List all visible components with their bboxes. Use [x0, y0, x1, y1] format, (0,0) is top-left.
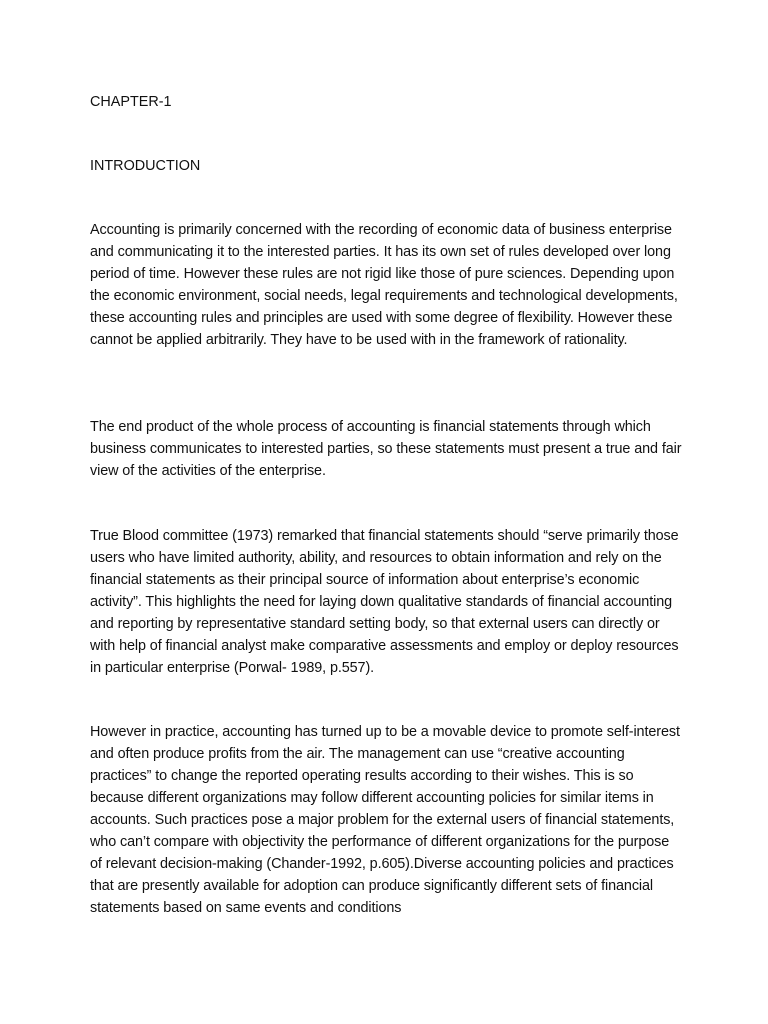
paragraph: The end product of the whole process of accounting is financial statements through which business communicates to interested parties, so these statements must present a true and fair view of the activities of the enterprise. — [90, 419, 682, 479]
paragraph: However in practice, accounting has turned up to be a movable device to promote self-interest and often produce profits from the air. The management can use “creative accounting practices” to change the reported operating results according to their wishes. This is so because different organizations may follow different accounting policies for similar items in accounts. Such practices pose a major problem for the external users of financial statements, who can’t compare with objectivity the performance of different organizations for the purpose of relevant decision-making (Chander-1992, p.605).Diverse accounting policies and practices that are presently available for adoption can produce significantly different sets of financial statements based on same events and conditions — [90, 724, 680, 916]
section-heading: INTRODUCTION — [90, 158, 201, 174]
paragraph: True Blood committee (1973) remarked that financial statements should “serve primarily those users who have limited authority, ability, and resources to obtain information and rely on the financial statements as their principal source of information about enterprise’s economic activity”. This highlights the need for laying down qualitative standards of financial accounting and reporting by representative standard setting body, so that external users can directly or with help of financial analyst make comparative assessments and employ or deploy resources in particular enterprise (Porwal- 1989, p.557). — [90, 528, 679, 676]
paragraph: Accounting is primarily concerned with the recording of economic data of business enterprise and communicating it to the interested parties. It has its own set of rules developed over long period of time. However these rules are not rigid like those of pure sciences. Depending upon the economic environment, social needs, legal requirements and technological developments, these accounting rules and principles are used with some degree of flexibility. However these cannot be applied arbitrarily. They have to be used with in the framework of rationality. — [90, 222, 678, 348]
chapter-label: CHAPTER-1 — [90, 94, 172, 110]
